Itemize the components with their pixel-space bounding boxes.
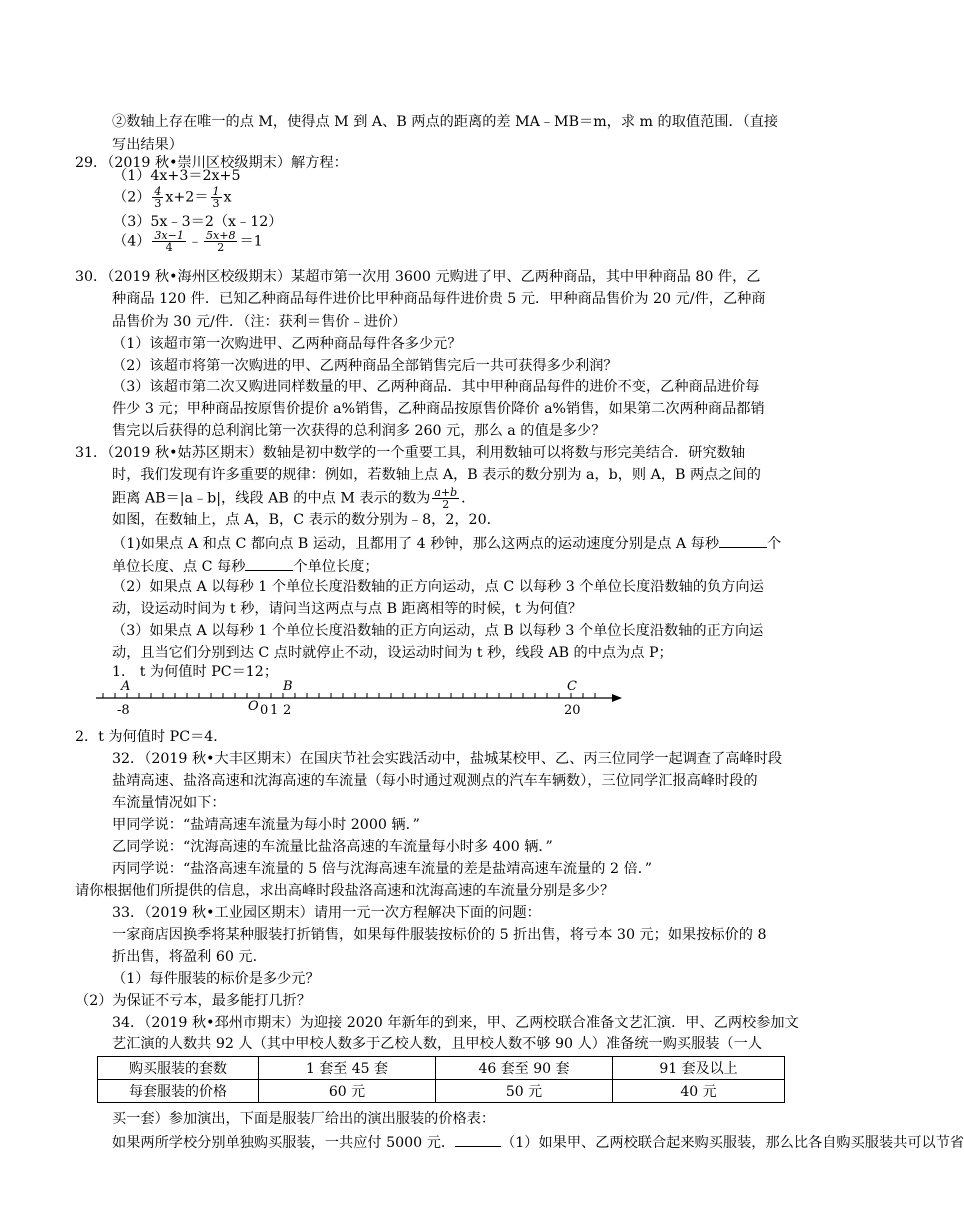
text-line: 买一套）参加演出，下面是服装厂给出的演出服装的价格表： <box>112 1111 496 1127</box>
text-line: 单位长度、点 C 每秒 个单位长度； <box>112 556 379 576</box>
table-cell: 1 套至 45 套 <box>259 1057 436 1080</box>
axis-ticks <box>103 693 595 698</box>
question-29-heading: 29．（2019 秋•崇川区校级期末）解方程： <box>75 155 348 171</box>
text-line: 品售价为 30 元/件．（注：获利＝售价﹣进价） <box>112 314 407 330</box>
tick-label: 20 <box>564 703 581 718</box>
answer-blank[interactable] <box>455 1132 501 1147</box>
table-cell: 50 元 <box>436 1080 613 1103</box>
text-line: 写出结果） <box>112 137 183 153</box>
text-line: 34．（2019 秋•邳州市期末）为迎接 2020 年新年的到来，甲、乙两校联合准备文艺汇演．甲、乙两校参加文 <box>112 1015 799 1031</box>
point-label-a: A <box>121 679 131 694</box>
text-line: （1)如果点 A 和点 C 都向点 B 运动，且都用了 4 秒钟，那么这两点的运动速度分别是点 A 每秒 个 <box>112 533 781 553</box>
text-line: 种商品 120 件．已知乙种商品每件进价比甲种商品每件进价贵 5 元．甲种商品售价为 20 元/件，乙种商 <box>112 291 766 307</box>
tick-label: 1 <box>270 703 279 718</box>
text-line: 距离 AB＝|a﹣b|，线段 AB 的中点 M 表示的数为 $\frac{a+b}{2}$ ． <box>112 486 476 511</box>
text-line: （3）如果点 A 以每秒 1 个单位长度沿数轴的正方向运动，点 B 以每秒 3 个单位长度沿数轴的正方向运 <box>112 623 764 639</box>
point-label-o: O <box>248 699 259 714</box>
question-31-heading: 31．（2019 秋•姑苏区期末）数轴是初中数学的一个重要工具，利用数轴可以将数与形完美结合．研究数轴 <box>75 445 746 461</box>
text-line: （2）该超市将第一次购进的甲、乙两种商品全部销售完后一共可获得多少利润？ <box>112 358 618 374</box>
text-line: 盐靖高速、盐洛高速和沈海高速的车流量（每小时通过观测点的汽车车辆数），三位同学汇报高峰时段的 <box>112 773 758 789</box>
answer-blank[interactable] <box>719 533 767 548</box>
table-cell: 每套服装的价格 <box>98 1080 259 1103</box>
text-line: （3）该超市第二次又购进同样数量的甲、乙两种商品．其中甲种商品每件的进价不变，乙种商品进价每 <box>112 379 760 395</box>
question-33-heading: 请你根据他们所提供的信息，求出高峰时段盐洛高速和沈海高速的车流量分别是多少？ <box>75 883 615 899</box>
text-line: 售完以后获得的总利润比第一次获得的总利润多 260 元，那么 a 的值是多少？ <box>112 423 606 439</box>
table-cell: 91 套及以上 <box>613 1057 785 1080</box>
table-row <box>98 1080 785 1103</box>
text-line: 一家商店因换季将某种服装打折销售，如果每件服装按标价的 5 折出售，将亏本 30 元；如果按标价的 8 <box>112 927 767 943</box>
text-line: 时，我们发现有许多重要的规律：例如，若数轴上点 A，B 表示的数分别为 a，b，则 A，B 两点之间的 <box>112 467 761 483</box>
text-line: （2）如果点 A 以每秒 1 个单位长度沿数轴的正方向运动，点 C 以每秒 3 个单位长度沿数轴的负方向运 <box>112 579 764 595</box>
question-34-heading: （2）为保证不亏本，最多能打几折？ <box>75 993 312 1009</box>
question-32-heading: 2．t 为何值时 PC＝4． <box>75 729 228 745</box>
text-line: （1）该超市第一次购进甲、乙两种商品每件各多少元？ <box>112 336 462 352</box>
equation-4: （4） $\frac{3x-1}{4}$ ﹣ $\frac{5x+8}{2}$ ＝1 <box>113 229 263 254</box>
answer-blank[interactable] <box>245 556 293 571</box>
fraction: $\frac{1}{3}$ <box>212 185 220 210</box>
tick-label: 2 <box>283 703 292 718</box>
table-cell: 40 元 <box>613 1080 785 1103</box>
text-line: 乙同学说：“沈海高速的车流量比盐洛高速的车流量每小时多 400 辆．” <box>112 839 553 855</box>
fraction: $\frac{4}{3}$ <box>154 185 162 210</box>
text-line: 如果两所学校分别单独购买服装，一共应付 5000 元． （1）如果甲、乙两校联合起来购买服装，那么比各自购买服装共可以节省 <box>112 1132 964 1152</box>
text-line: 丙同学说：“盐洛高速车流量的 5 倍与沈海高速车流量的差是盐靖高速车流量的 2 倍．” <box>112 861 653 877</box>
text-line: ②数轴上存在唯一的点 M，使得点 M 到 A、B 两点的距离的差 MA﹣MB＝m，求 m 的取值范围．（直接 <box>112 114 779 130</box>
question-30-heading: 30．（2019 秋•海州区校级期末）某超市第一次用 3600 元购进了甲、乙两种商品，其中甲种商品 80 件，乙 <box>75 269 761 285</box>
text-line: 折出售，将盈利 60 元． <box>112 949 267 965</box>
text-line: 甲同学说：“盐靖高速车流量为每小时 2000 辆．” <box>112 817 420 833</box>
text-line: 33．（2019 秋•工业园区期末）请用一元一次方程解决下面的问题： <box>112 905 541 921</box>
point-label-c: C <box>567 679 577 694</box>
fraction: $\frac{3x-1}{4}$ <box>154 229 184 254</box>
text-line: 动，且当它们分别到达 C 点时就停止不动，设运动时间为 t 秒，线段 AB 的中点为点 P； <box>112 645 673 661</box>
table-row <box>98 1057 785 1080</box>
text-line: （1）每件服装的标价是多少元？ <box>112 971 320 987</box>
tick-label: -8 <box>117 703 130 718</box>
number-line-figure <box>90 676 630 718</box>
table-cell: 购买服装的套数 <box>98 1057 259 1080</box>
price-table <box>97 1056 785 1103</box>
fraction: $\frac{a+b}{2}$ <box>434 486 458 511</box>
text-line: 件少 3 元；甲种商品按原售价提价 a%销售，乙种商品按原售价降价 a%销售，如果第二次两种商品都销 <box>112 401 765 417</box>
table-cell: 60 元 <box>259 1080 436 1103</box>
fraction: $\frac{5x+8}{2}$ <box>206 229 236 254</box>
tick-label: 0 <box>260 703 269 718</box>
text-line: 如图，在数轴上，点 A，B，C 表示的数分别为﹣8，2，20． <box>112 512 501 528</box>
text-line: 艺汇演的人数共 92 人（其中甲校人数多于乙校人数，且甲校人数不够 90 人）准备统一购买服装（一人 <box>112 1036 763 1052</box>
table-cell: 46 套至 90 套 <box>436 1057 613 1080</box>
equation-2: （2） $\frac{4}{3}$ x+2＝ $\frac{1}{3}$ x <box>113 185 232 210</box>
axis-arrow <box>612 694 622 702</box>
point-label-b: B <box>283 679 293 694</box>
equation-3: （3）5x﹣3＝2（x﹣12） <box>113 214 283 230</box>
text-line: 动，设运动时间为 t 秒，请问当这两点与点 B 距离相等的时候，t 为何值？ <box>112 601 583 617</box>
text-line: 1． t 为何值时 PC＝12； <box>112 664 279 680</box>
equation-1: （1）4x+3＝2x+5 <box>113 168 241 184</box>
text-line: 32．（2019 秋•大丰区期末）在国庆节社会实践活动中，盐城某校甲、乙、丙三位同学一起调查了高峰时段 <box>112 751 783 767</box>
text-line: 车流量情况如下： <box>112 795 226 811</box>
